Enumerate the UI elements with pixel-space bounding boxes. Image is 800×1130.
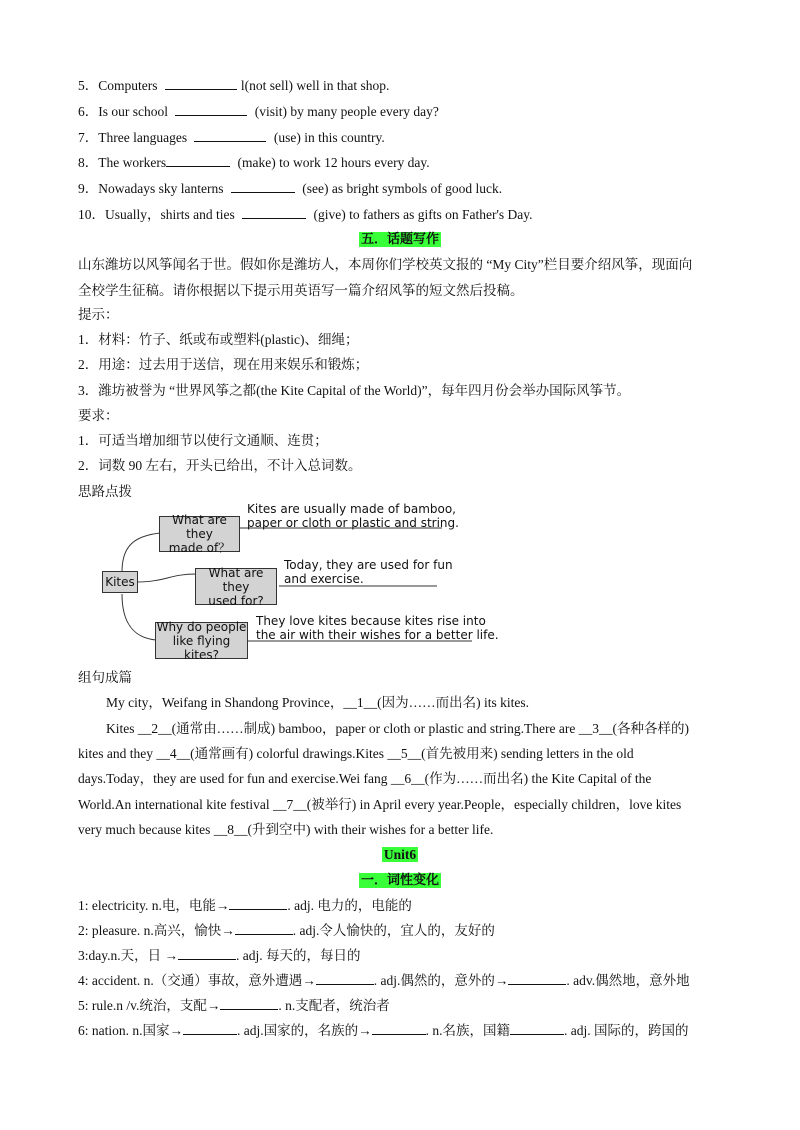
mindmap-question-node: What are they made of？: [159, 516, 240, 552]
passage-line: Kites __2__(通常由……制成) bamboo，paper or cloth or plastic and string.There are __3__(各种各样的): [106, 721, 689, 736]
section-heading-word-forms: 一．词性变化: [360, 873, 439, 888]
answer-blank[interactable]: [235, 921, 293, 935]
exercise-item-8: 8．The workers (make) to work 12 hours every day.: [78, 155, 430, 170]
passage-line: very much because kites __8__(升到空中) with their wishes for a better life.: [78, 822, 494, 837]
hint-2: 2．用途：过去用于送信，现在用来娱乐和锻炼；: [78, 357, 369, 372]
unit-title: Unit6: [383, 847, 417, 862]
word-form-item-3: 3:day.n.天，日 → . adj. 每天的，每日的: [78, 948, 361, 963]
answer-blank[interactable]: [242, 205, 306, 219]
mindmap-question-node: Why do people like flying kites?: [156, 619, 247, 662]
passage-line: days.Today，they are used for fun and exercise.Wei fang __6__(作为……而出名) the Kite Capital of the: [78, 771, 652, 786]
answer-blank[interactable]: [316, 971, 374, 985]
exercise-item-10: 10．Usually，shirts and ties (give) to fathers as gifts on Father's Day.: [78, 207, 533, 222]
exercise-item-9: 9．Nowadays sky lanterns (see) as bright symbols of good luck.: [78, 181, 503, 196]
requirement-1: 1．可适当增加细节以使行文通顺、连贯；: [78, 433, 328, 448]
hints-label: 提示：: [78, 307, 119, 322]
requirement-2: 2．词数 90 左右，开头已给出，不计入总词数。: [78, 458, 362, 473]
answer-blank[interactable]: [183, 1021, 237, 1035]
passage-line: kites and they __4__(通常画有) colorful drawings.Kites __5__(首先被用来) sending letters in the old: [78, 746, 634, 761]
mindmap-answer: Kites are usually made of bamboo, paper or cloth or plastic and string.: [247, 502, 459, 530]
exercise-item-7: 7．Three languages (use) in this country.: [78, 130, 385, 145]
word-form-item-4: 4: accident. n.（交通）事故，意外遭遇→ . adj.偶然的，意外的→ . adv.偶然地，意外地: [78, 973, 690, 988]
word-form-item-1: 1: electricity. n.电，电能→ . adj. 电力的，电能的: [78, 898, 412, 913]
answer-blank[interactable]: [220, 996, 278, 1010]
answer-blank[interactable]: [178, 946, 236, 960]
requirements-label: 要求：: [78, 408, 119, 423]
answer-blank[interactable]: [231, 179, 295, 193]
exercise-item-5: 5．Computers l(not sell) well in that shop.: [78, 78, 390, 93]
passage-line: My city，Weifang in Shandong Province，__1__(因为……而出名) its kites.: [106, 695, 529, 710]
writing-intro-cont: 全校学生征稿。请你根据以下提示用英语写一篇介绍风筝的短文然后投稿。: [78, 283, 524, 298]
answer-blank[interactable]: [508, 971, 566, 985]
passage-line: World.An international kite festival __7__(被举行) in April every year.People，especially children，love kites: [78, 797, 682, 812]
word-form-item-6: 6: nation. n.国家→ . adj.国家的，名族的→ . n.名族，国籍 . adj. 国际的，跨国的: [78, 1023, 689, 1038]
answer-blank[interactable]: [166, 153, 230, 167]
section-heading-writing: 五．话题写作: [360, 232, 439, 247]
compose-label: 组句成篇: [78, 670, 132, 685]
answer-blank[interactable]: [165, 76, 237, 90]
mindmap-answer: Today, they are used for fun and exercise.: [284, 558, 453, 586]
mindmap-question-node: What are they used for?: [195, 568, 277, 605]
mindmap-answer: They love kites because kites rise into the air with their wishes for a better life.: [256, 614, 499, 642]
writing-intro: 山东潍坊以风筝闻名于世。假如你是潍坊人，本周你们学校英文报的 “My City”栏目要介绍风筝，现面向: [78, 257, 693, 272]
answer-blank[interactable]: [194, 128, 266, 142]
hint-1: 1．材料：竹子、纸或布或塑料(plastic)、细绳；: [78, 332, 359, 347]
answer-blank[interactable]: [229, 896, 287, 910]
mindmap-center-node: Kites: [102, 571, 138, 593]
answer-blank[interactable]: [510, 1021, 564, 1035]
exercise-item-6: 6．Is our school (visit) by many people every day?: [78, 104, 439, 119]
hint-3: 3．潍坊被誉为 “世界风筝之都(the Kite Capital of the World)”，每年四月份会举办国际风筝节。: [78, 383, 631, 398]
answer-blank[interactable]: [175, 102, 247, 116]
word-form-item-2: 2: pleasure. n.高兴，愉快→ . adj.令人愉快的，宜人的，友好的: [78, 923, 495, 938]
word-form-item-5: 5: rule.n /v.统治，支配→ . n.支配者，统治者: [78, 998, 390, 1013]
mindmap-label: 思路点拨: [78, 484, 132, 499]
answer-blank[interactable]: [372, 1021, 426, 1035]
